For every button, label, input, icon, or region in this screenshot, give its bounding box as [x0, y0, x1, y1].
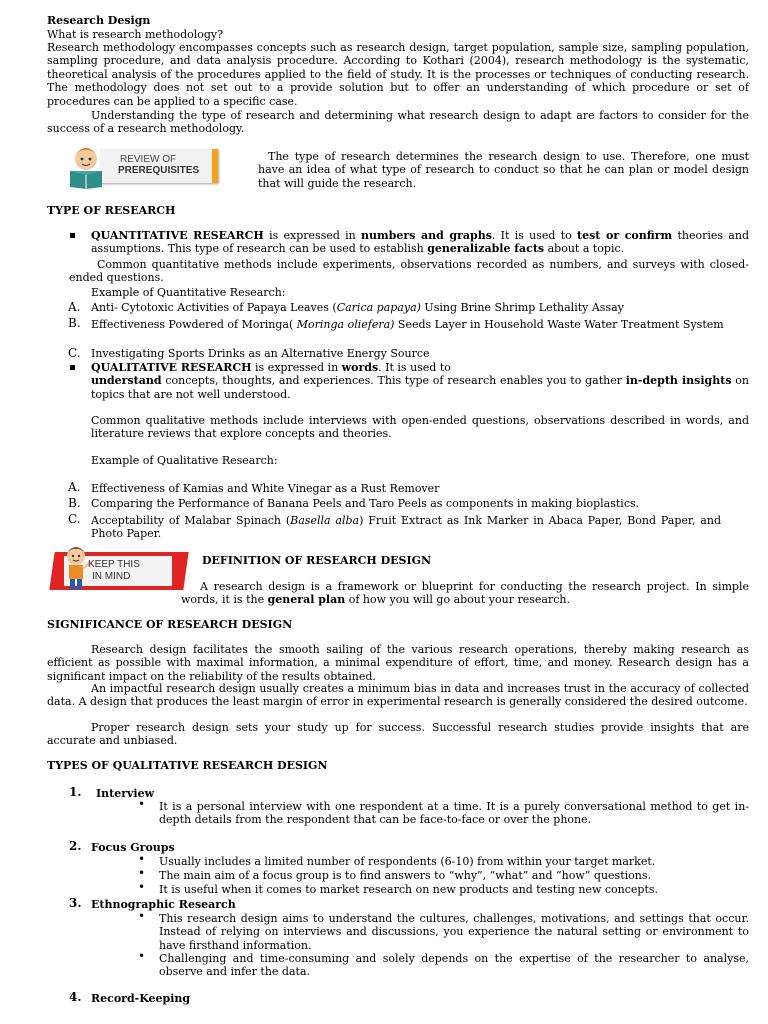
- qualitative-example-label: Example of Qualitative Research:: [91, 454, 278, 467]
- interview-bullet-1: It is a personal interview with one respondent at a time. It is a purely conversational method to get in-depth details from the respondent that can be face-to-face or over the phone.: [159, 800, 749, 827]
- significance-paragraph-1: Research design facilitates the smooth sailing of the various research operations, thereby making research as efficient as possible with maximal information, a minimal expenditure of effort, time, and money. Research design has a significant impact on the reliability of the results obtained.: [47, 643, 749, 683]
- intro-paragraph-2: Understanding the type of research and determining what research design to adapt are factors to consider for the success of a research methodology.: [47, 109, 749, 136]
- quantitative-example-a: Anti- Cytotoxic Activities of Papaya Leaves (Carica papaya) Using Brine Shrimp Lethality Assay: [91, 301, 624, 314]
- significance-paragraph-2: An impactful research design usually creates a minimum bias in data and increases trust in the accuracy of collected data. A design that produces the least margin of error in experimental research is generally considered the desired outcome.: [47, 682, 749, 709]
- research-type-paragraph: The type of research determines the research design to use. Therefore, one must have an idea of what type of research to conduct so that he can plan or model design that will guide the research.: [258, 150, 749, 190]
- square-bullet-icon: [70, 233, 75, 238]
- intro-question: What is research methodology?: [47, 28, 224, 41]
- design-type-interview: Interview: [96, 787, 155, 800]
- qualitative-example-b: Comparing the Performance of Banana Peels and Taro Peels as components in making bioplastics.: [91, 497, 640, 510]
- significance-paragraph-3: Proper research design sets your study up for success. Successful research studies provide insights that are accurate and unbiased.: [47, 721, 749, 748]
- qualitative-definition: QUALITATIVE RESEARCH is expressed in words. It is used to understand concepts, thoughts, and experiences. This type of research enables you to gather in-depth insights on topics that are not well understood.: [91, 361, 749, 401]
- bullet-icon: •: [138, 949, 146, 963]
- student-reading-icon: [62, 143, 110, 191]
- review-of-prerequisites-badge: REVIEW OF PREREQUISITES: [62, 143, 218, 191]
- design-type-record-keeping: Record-Keeping: [91, 992, 191, 1005]
- quantitative-definition: QUANTITATIVE RESEARCH is expressed in numbers and graphs. It is used to test or confirm theories and assumptions. This type of research can be used to establish generalizable facts about a topic.: [91, 229, 749, 256]
- quantitative-methods: Common quantitative methods include experiments, observations recorded as numbers, and surveys with closed-ended questions.: [69, 258, 749, 285]
- quantitative-example-b: Effectiveness Powdered of Moringa( Moringa oliefera) Seeds Layer in Household Waste Water Treatment System: [91, 318, 724, 331]
- bullet-icon: •: [138, 866, 146, 880]
- quantitative-example-c: Investigating Sports Drinks as an Alternative Energy Source: [91, 347, 430, 360]
- qualitative-example-c: Acceptability of Malabar Spinach (Basella alba) Fruit Extract as Ink Marker in Abaca Paper, Bond Paper, and Photo Paper.: [91, 514, 721, 541]
- square-bullet-icon: [70, 365, 75, 370]
- document-title: Research Design: [47, 14, 151, 27]
- ethnographic-bullet-2: Challenging and time-consuming and solely depends on the expertise of the researcher to analyse, observe and infer the data.: [159, 952, 749, 979]
- section-heading-significance: SIGNIFICANCE OF RESEARCH DESIGN: [47, 618, 293, 631]
- bullet-icon: •: [138, 880, 146, 894]
- section-heading-definition: DEFINITION OF RESEARCH DESIGN: [202, 554, 432, 567]
- intro-paragraph-1: Research methodology encompasses concepts such as research design, target population, sample size, sampling population, sampling procedure, and data analysis procedure. According to Kothari (2004), research methodology is the systematic, theoretical analysis of the procedures applied to the field of study. It is the processes or techniques of conducting research. The methodology does not set out to a provide solution but to offer an understanding of which procedure or set of procedures can be applied to a specific case.: [47, 41, 749, 108]
- design-type-ethnographic: Ethnographic Research: [91, 898, 236, 911]
- keep-this-in-mind-badge: KEEP THIS IN MIND: [52, 544, 186, 592]
- ethnographic-bullet-1: This research design aims to understand the cultures, challenges, motivations, and settings that occur. Instead of relying on interviews and discussions, you experience the natural setting or environment to have firsthand information.: [159, 912, 749, 952]
- bullet-icon: •: [138, 852, 146, 866]
- focus-groups-bullet-1: Usually includes a limited number of respondents (6-10) from within your target market.: [159, 855, 656, 868]
- qualitative-methods: Common qualitative methods include interviews with open-ended questions, observations described in words, and literature reviews that explore concepts and theories.: [91, 414, 749, 441]
- focus-groups-bullet-3: It is useful when it comes to market research on new products and testing new concepts.: [159, 883, 659, 896]
- quantitative-example-label: Example of Quantitative Research:: [91, 286, 286, 299]
- section-heading-type-of-research: TYPE OF RESEARCH: [47, 204, 176, 217]
- definition-paragraph: A research design is a framework or blueprint for conducting the research project. In simple words, it is the general plan of how you will go about your research.: [181, 580, 749, 607]
- qualitative-example-a: Effectiveness of Kamias and White Vinegar as a Rust Remover: [91, 482, 440, 495]
- section-heading-types-qualitative: TYPES OF QUALITATIVE RESEARCH DESIGN: [47, 759, 328, 772]
- focus-groups-bullet-2: The main aim of a focus group is to find answers to “why”, “what” and “how” questions.: [159, 869, 651, 882]
- bullet-icon: •: [138, 909, 146, 923]
- design-type-focus-groups: Focus Groups: [91, 841, 175, 854]
- bullet-icon: •: [138, 797, 146, 811]
